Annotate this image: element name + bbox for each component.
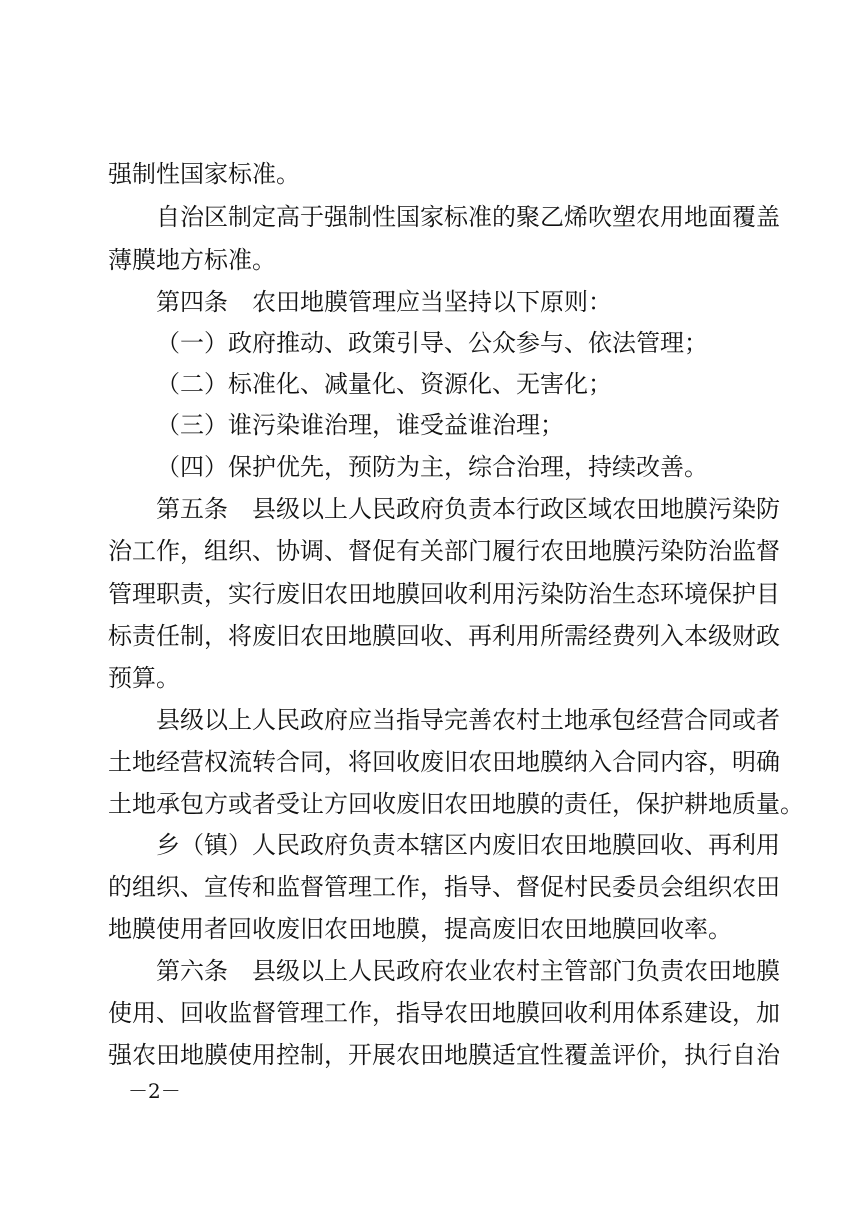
text-line: 管理职责，实行废旧农田地膜回收利用污染防治生态环境保护目 — [108, 580, 780, 608]
text-line: 土地承包方或者受让方回收废旧农田地膜的责任，保护耕地质量。 — [108, 790, 804, 818]
paragraph-first-line: 县级以上人民政府应当指导完善农村土地承包经营合同或者 — [156, 706, 780, 734]
list-item: （一）政府推动、政策引导、公众参与、依法管理； — [156, 329, 708, 357]
article-heading: 第四条 农田地膜管理应当坚持以下原则： — [156, 288, 612, 316]
text-line: 标责任制，将废旧农田地膜回收、再利用所需经费列入本级财政 — [108, 622, 780, 650]
text-line: 治工作，组织、协调、督促有关部门履行农田地膜污染防治监督 — [108, 537, 780, 565]
article-heading: 第五条 县级以上人民政府负责本行政区域农田地膜污染防 — [156, 495, 780, 523]
text-line: 土地经营权流转合同，将回收废旧农田地膜纳入合同内容，明确 — [108, 748, 780, 776]
text-line: 强制性国家标准。 — [108, 160, 300, 188]
text-line: 强农田地膜使用控制，开展农田地膜适宜性覆盖评价，执行自治 — [108, 1041, 780, 1069]
text-line: 薄膜地方标准。 — [108, 246, 276, 274]
list-item: （四）保护优先，预防为主，综合治理，持续改善。 — [156, 453, 708, 481]
text-line: 的组织、宣传和监督管理工作，指导、督促村民委员会组织农田 — [108, 873, 780, 901]
page-number: －2－ — [128, 1079, 181, 1103]
paragraph-first-line: 乡（镇）人民政府负责本辖区内废旧农田地膜回收、再利用 — [156, 831, 780, 859]
text-line: 地膜使用者回收废旧农田地膜，提高废旧农田地膜回收率。 — [108, 915, 732, 943]
text-line: 使用、回收监督管理工作，指导农田地膜回收利用体系建设，加 — [108, 999, 780, 1027]
text-line: 预算。 — [108, 664, 180, 692]
list-item: （二）标准化、减量化、资源化、无害化； — [156, 370, 612, 398]
article-heading: 第六条 县级以上人民政府农业农村主管部门负责农田地膜 — [156, 957, 780, 985]
list-item: （三）谁污染谁治理，谁受益谁治理； — [156, 411, 564, 439]
paragraph-first-line: 自治区制定高于强制性国家标准的聚乙烯吹塑农用地面覆盖 — [156, 203, 780, 231]
